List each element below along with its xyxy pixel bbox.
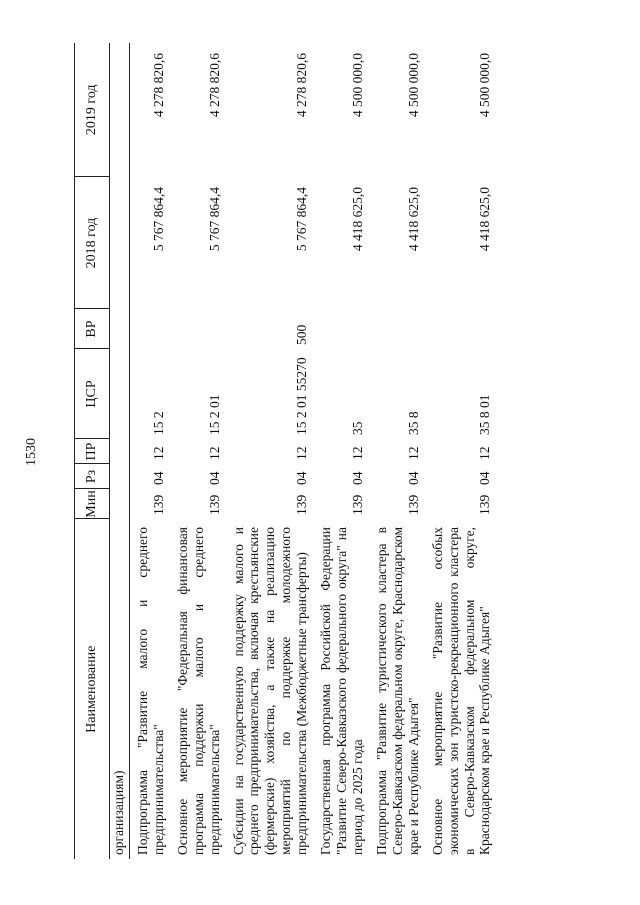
row-csr: 35 8 01: [477, 394, 493, 435]
header-year-2018: 2018 год: [75, 177, 110, 309]
continuation-text: организациям): [110, 519, 130, 859]
header-rz: Рз: [75, 464, 110, 489]
row-year-2018: 5 767 864,4: [294, 187, 310, 252]
header-name: Наименование: [75, 519, 110, 859]
row-vr: [170, 309, 226, 349]
row-pr: 12: [405, 446, 421, 460]
page-number-text: 1530: [24, 438, 39, 466]
row-name: Подпрограмма "Развитие малого и среднего предпринимательства": [134, 527, 166, 855]
row-vr: 500: [294, 324, 310, 345]
header-pr: ПР: [75, 439, 110, 464]
row-rz: 04: [206, 471, 222, 485]
table-header-row: [75, 43, 110, 859]
row-pr: 12: [349, 446, 365, 460]
row-year-2019: 4 500 000,0: [349, 53, 365, 118]
row-year-2019: 4 500 000,0: [405, 53, 421, 118]
row-name: Основное мероприятие "Развитие особых экономических зон туристско-рекреационного кластера в Северо-Кавказском федеральном округе, Краснодарском крае и Республике Адыгея": [429, 527, 493, 855]
row-year-2018: 5 767 864,4: [206, 187, 222, 252]
row-vr: [425, 309, 496, 349]
row-year-2018: 4 418 625,0: [405, 187, 421, 252]
row-pr: 12: [477, 446, 493, 460]
row-rz: 04: [349, 471, 365, 485]
row-year-2019: 4 278 820,6: [206, 53, 222, 118]
table-row: [226, 43, 314, 859]
row-year-2018: 5 767 864,4: [150, 187, 166, 252]
row-pr: 12: [150, 446, 166, 460]
table-row: [170, 43, 226, 859]
row-min: 139: [405, 494, 421, 515]
row-year-2018: 4 418 625,0: [477, 187, 493, 252]
row-rz: 04: [150, 471, 166, 485]
budget-table-rotated: [74, 43, 590, 859]
row-min: 139: [206, 494, 222, 515]
row-csr: 15 2 01: [206, 394, 222, 435]
table-row: [129, 43, 169, 859]
row-csr: 35 8: [405, 411, 421, 435]
row-name: Государственная программа Российской Федерации "Развитие Северо-Кавказского федерального округа" на период до 2025 года: [318, 527, 365, 855]
row-vr: [313, 309, 369, 349]
row-year-2019: 4 500 000,0: [477, 53, 493, 118]
table-row: [425, 43, 496, 859]
row-name: Подпрограмма "Развитие туристического кластера в Северо-Кавказском федеральном округе, Краснодарском крае и Республике Адыгея": [373, 527, 421, 855]
row-year-2019: 4 278 820,6: [150, 53, 166, 118]
row-min: 139: [294, 494, 310, 515]
row-csr: 15 2 01 55270: [294, 357, 310, 435]
page-number: [18, 436, 46, 468]
row-csr: 35: [349, 421, 365, 435]
row-rz: 04: [405, 471, 421, 485]
row-min: 139: [477, 494, 493, 515]
row-csr: 15 2: [150, 411, 166, 435]
continuation-row: [110, 43, 130, 859]
row-rz: 04: [294, 471, 310, 485]
row-rz: 04: [477, 471, 493, 485]
table-row: [369, 43, 425, 859]
row-pr: 12: [206, 446, 222, 460]
row-vr: [129, 309, 169, 349]
header-year-2019: 2019 год: [75, 43, 110, 177]
row-year-2019: 4 278 820,6: [294, 53, 310, 118]
header-vr: ВР: [75, 309, 110, 349]
row-name: Субсидии на государственную поддержку малого и среднего предпринимательства, включая крестьянские (фермерские) хозяйства, а также на реализацию мероприятий по поддержке молодежного предпринимательства (Межбюджетные трансферты): [230, 527, 310, 855]
header-min: Мин: [75, 489, 110, 519]
row-year-2018: 4 418 625,0: [349, 187, 365, 252]
row-vr: [369, 309, 425, 349]
row-name: Основное мероприятие "Федеральная финансовая программа поддержки малого и среднего предпринимательства": [174, 527, 222, 855]
budget-table: [74, 43, 495, 859]
table-row: [313, 43, 369, 859]
row-min: 139: [150, 494, 166, 515]
header-csr: ЦСР: [75, 349, 110, 439]
row-pr: 12: [294, 446, 310, 460]
row-min: 139: [349, 494, 365, 515]
